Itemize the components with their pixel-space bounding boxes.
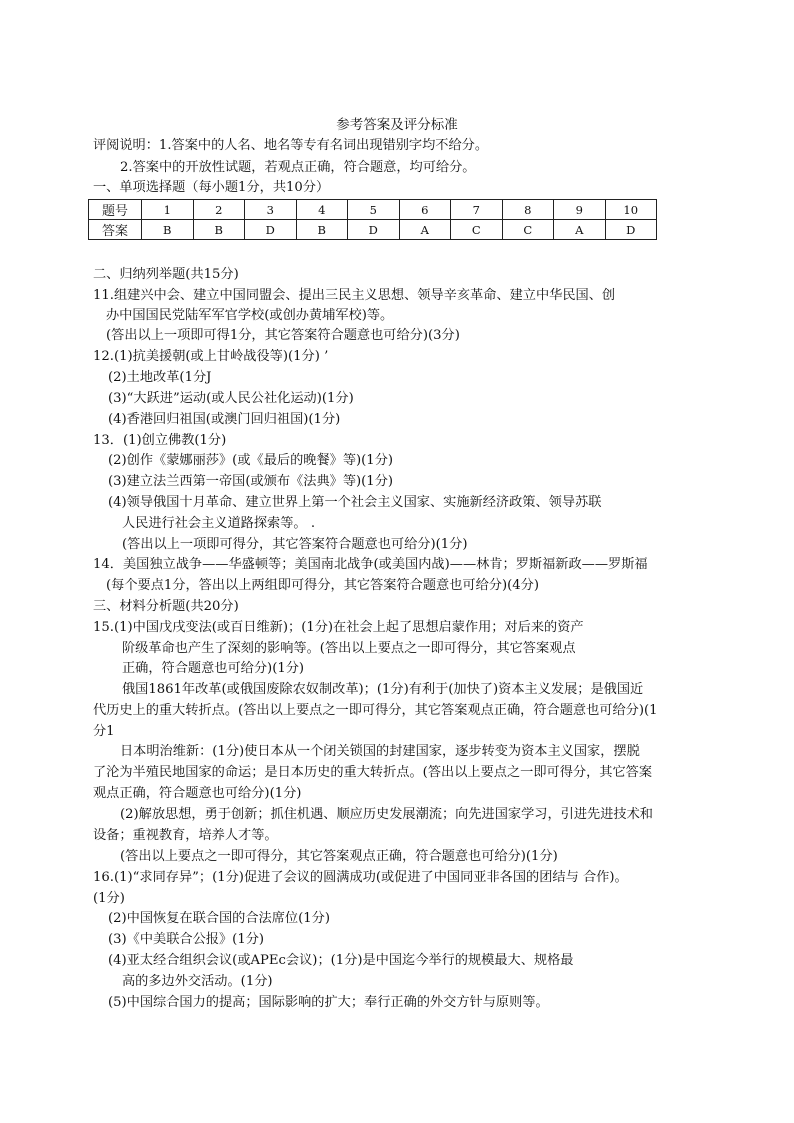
q13-part-2: (2)创作《蒙娜丽莎》(或《最后的晚餐》等)(1分)	[108, 453, 394, 468]
section-2-heading: 二、归纳列举题(共15分)	[93, 267, 239, 282]
q16-part-4-line-1: (4)亚太经合组织会议(或APEc会议)；(1分)是中国迄今举行的规模最大、规格最	[108, 953, 574, 968]
table-cell: C	[451, 220, 503, 240]
q15-russia-line-1: 俄国1861年改革(或俄国废除农奴制改革)；(1分)有利于(加快了)资本主义发展；是俄国近	[122, 682, 644, 697]
q15-russia-line-3: 分1	[93, 724, 115, 739]
table-cell: 1	[142, 200, 194, 220]
grading-note-2: 2.答案中的开放性试题，若观点正确，符合题意，均可给分。	[120, 160, 476, 175]
q14-scoring: (每个要点1分，答出以上两组即可得分，其它答案符合题意也可给分)(4分)	[106, 578, 539, 593]
table-row	[89, 220, 657, 240]
q11-line-2: 办中国国民党陆军军官学校(或创办黄埔军校)等。	[106, 308, 394, 323]
answer-table	[88, 199, 657, 240]
table-cell: 3	[245, 200, 297, 220]
q16-part-1-line-2: (1分)	[93, 891, 125, 906]
table-cell: B	[296, 220, 348, 240]
table-row-label: 题号	[89, 200, 142, 220]
grading-note-1: 评阅说明：1.答案中的人名、地名等专有名词出现错别字均不给分。	[93, 138, 489, 153]
q16-part-3: (3)《中美联合公报》(1分)	[108, 932, 265, 947]
q15-part-1-line-3: 正确，符合题意也可给分)(1分)	[122, 661, 305, 676]
table-cell: 9	[554, 200, 606, 220]
table-row-label: 答案	[89, 220, 142, 240]
q11-line-1: 11.组建兴中会、建立中国同盟会、提出三民主义思想、领导辛亥革命、建立中华民国、创	[93, 288, 616, 303]
q13-part-4-line-1: (4)领导俄国十月革命、建立世界上第一个社会主义国家、实施新经济政策、领导苏联	[108, 495, 602, 510]
q12-part-1: 12.(1)抗美援朝(或上甘岭战役等)(1分) ’	[93, 349, 329, 364]
q13-part-1: 13．(1)创立佛教(1分)	[93, 433, 227, 448]
q12-part-4: (4)香港回归祖国(或澳门回归祖国)(1分)	[108, 412, 341, 427]
table-cell: D	[245, 220, 297, 240]
q11-scoring: (答出以上一项即可得1分，其它答案符合题意也可给分)(3分)	[106, 328, 460, 343]
q15-part-2-line-1: (2)解放思想，勇于创新；抓住机遇、顺应历史发展潮流；向先进国家学习，引进先进技术和	[120, 807, 653, 822]
q15-scoring: (答出以上要点之一即可得分，其它答案观点正确，符合题意也可给分)(1分)	[120, 849, 558, 864]
table-cell: 6	[399, 200, 451, 220]
table-cell: B	[193, 220, 245, 240]
table-row	[89, 200, 657, 220]
table-cell: C	[502, 220, 554, 240]
table-cell: A	[399, 220, 451, 240]
table-cell: 8	[502, 200, 554, 220]
q13-part-4-line-2: 人民进行社会主义道路探索等。 .	[122, 516, 316, 531]
table-cell: D	[348, 220, 400, 240]
q16-part-5: (5)中国综合国力的提高；国际影响的扩大；奉行正确的外交方针与原则等。	[108, 995, 549, 1010]
q13-scoring: (答出以上一项即可得分，其它答案符合题意也可给分)(1分)	[122, 537, 468, 552]
table-cell: 7	[451, 200, 503, 220]
table-cell: D	[605, 220, 657, 240]
section-3-heading: 三、材料分析题(共20分)	[93, 599, 239, 614]
table-cell: 10	[605, 200, 657, 220]
q16-part-4-line-2: 高的多边外交活动。(1分)	[122, 974, 273, 989]
q12-part-3: (3)“大跃进”运动(或人民公社化运动)(1分)	[108, 391, 354, 406]
table-cell: 4	[296, 200, 348, 220]
q14-line-1: 14．美国独立战争——华盛顿等；美国南北战争(或美国内战)——林肯；罗斯福新政——罗斯福	[93, 557, 648, 572]
q15-japan-line-1: 日本明治维新：(1分)使日本从一个闭关锁国的封建国家，逐步转变为资本主义国家，摆脱	[120, 744, 640, 759]
q12-part-2: (2)土地改革(1分J	[108, 370, 212, 385]
q15-part-1-line-1: 15.(1)中国戊戌变法(或百日维新)；(1分)在社会上起了思想启蒙作用；对后来的资产	[93, 620, 584, 635]
table-cell: 5	[348, 200, 400, 220]
q15-japan-line-3: 观点正确，符合题意也可给分)(1分)	[93, 786, 302, 801]
q16-part-1-line-1: 16.(1)“求同存异”；(1分)促进了会议的圆满成功(或促进了中国同亚非各国的团结与 合作)。	[93, 870, 628, 885]
table-cell: 2	[193, 200, 245, 220]
table-cell: A	[554, 220, 606, 240]
section-1-heading: 一、单项选择题（每小题1分，共10分）	[93, 180, 330, 195]
page-title: 参考答案及评分标准	[336, 117, 458, 133]
q15-part-2-line-2: 设备；重视教育，培养人才等。	[93, 828, 278, 843]
q15-russia-line-2: 代历史上的重大转折点。(答出以上要点之一即可得分，其它答案观点正确，符合题意也可给分)(1	[93, 703, 658, 718]
q13-part-3: (3)建立法兰西第一帝国(或颁布《法典》等)(1分)	[108, 474, 394, 489]
q15-part-1-line-2: 阶级革命也产生了深刻的影响等。(答出以上要点之一即可得分，其它答案观点	[122, 641, 576, 656]
q16-part-2: (2)中国恢复在联合国的合法席位(1分)	[108, 911, 330, 926]
q15-japan-line-2: 了沦为半殖民地国家的命运；是日本历史的重大转折点。(答出以上要点之一即可得分，其它答案	[93, 765, 653, 780]
table-cell: B	[142, 220, 194, 240]
